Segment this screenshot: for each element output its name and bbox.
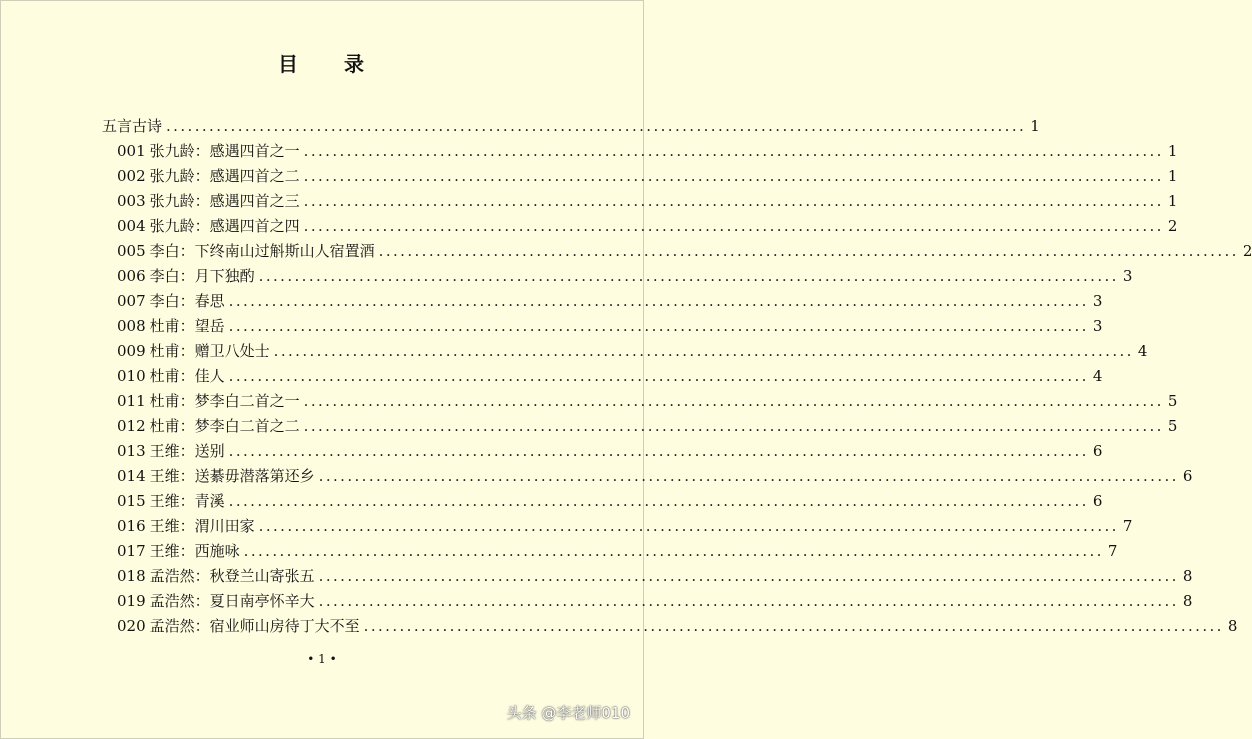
toc-page-number: 1 <box>1167 142 1178 160</box>
toc-page-number: 4 <box>1092 367 1103 385</box>
toc-entry-label: 孟浩然：宿业师山房待丁大不至 <box>149 617 360 635</box>
toc-leader-dots: ........................................................................................................................ <box>318 467 1179 485</box>
toc-entry-number: 010 <box>117 367 146 385</box>
toc-entry-row[interactable] <box>117 239 1252 264</box>
toc-leader-dots: ........................................................................................................................ <box>303 217 1164 235</box>
toc-leader-dots: ........................................................................................................................ <box>166 117 1027 135</box>
toc-entry-label: 杜甫：梦李白二首之一 <box>149 392 300 410</box>
toc-entry-label: 王维：送别 <box>149 442 225 460</box>
toc-entry-label: 张九龄：感遇四首之一 <box>149 142 300 160</box>
toc-entry-label: 孟浩然：秋登兰山寄张五 <box>149 567 315 585</box>
toc-entry-number: 012 <box>117 417 146 435</box>
page-number-footer: • 1 • <box>307 652 337 666</box>
toc-page-number: 8 <box>1182 592 1193 610</box>
toc-leader-dots: ........................................................................................................................ <box>228 317 1089 335</box>
toc-page-number: 1 <box>1030 117 1040 135</box>
toc-section-label: 五言古诗 <box>102 117 163 135</box>
toc-entry-row[interactable] <box>117 264 1133 289</box>
toc-page-number: 8 <box>1182 567 1193 585</box>
toc-entry-number: 020 <box>117 617 146 635</box>
toc-entry-number: 008 <box>117 317 146 335</box>
toc-entry-label: 张九龄：感遇四首之二 <box>149 167 300 185</box>
toc-leader-dots: ........................................................................................................................ <box>318 567 1179 585</box>
toc-leader-dots: ........................................................................................................................ <box>243 542 1104 560</box>
toc-entry-number: 009 <box>117 342 146 360</box>
toc-page-number: 3 <box>1092 292 1103 310</box>
toc-entry-row[interactable] <box>117 414 1178 439</box>
toc-entry-number: 003 <box>117 192 146 210</box>
toc-entry-row[interactable] <box>117 289 1103 314</box>
toc-entry-row[interactable] <box>117 189 1178 214</box>
toc-entry-row[interactable] <box>117 464 1193 489</box>
toc-entry-label: 李白：月下独酌 <box>149 267 255 285</box>
toc-leader-dots: ........................................................................................................................ <box>303 192 1164 210</box>
toc-leader-dots: ........................................................................................................................ <box>258 267 1119 285</box>
toc-entry-label: 王维：渭川田家 <box>149 517 255 535</box>
toc-page-number: 6 <box>1182 467 1193 485</box>
toc-entry-number: 007 <box>117 292 146 310</box>
toc-entry-row[interactable] <box>117 214 1178 239</box>
toc-leader-dots: ........................................................................................................................ <box>228 292 1089 310</box>
toc-entry-label: 王维：青溪 <box>149 492 225 510</box>
toc-page-number: 8 <box>1227 617 1238 635</box>
toc-entry-number: 002 <box>117 167 146 185</box>
toc-leader-dots: ........................................................................................................................ <box>303 167 1164 185</box>
toc-page-number: 4 <box>1137 342 1148 360</box>
toc-page-number: 2 <box>1242 242 1252 260</box>
toc-entry-label: 李白：春思 <box>149 292 225 310</box>
toc-leader-dots: ........................................................................................................................ <box>303 142 1164 160</box>
toc-leader-dots: ........................................................................................................................ <box>228 367 1089 385</box>
toc-leader-dots: ........................................................................................................................ <box>363 617 1224 635</box>
toc-entry-row[interactable] <box>117 489 1103 514</box>
toc-leader-dots: ........................................................................................................................ <box>318 592 1179 610</box>
toc-section-row[interactable] <box>102 114 1040 139</box>
toc-page-number: 2 <box>1167 217 1178 235</box>
toc-entry-label: 杜甫：望岳 <box>149 317 225 335</box>
toc-entry-row[interactable] <box>117 614 1238 639</box>
toc-page-number: 3 <box>1092 317 1103 335</box>
watermark: 头条 @李老师010 <box>506 704 630 722</box>
toc-entry-number: 004 <box>117 217 146 235</box>
toc-entry-number: 006 <box>117 267 146 285</box>
toc-entry-row[interactable] <box>117 139 1178 164</box>
toc-entry-row[interactable] <box>117 564 1193 589</box>
toc-leader-dots: ........................................................................................................................ <box>228 442 1089 460</box>
toc-page-number: 3 <box>1122 267 1133 285</box>
toc-leader-dots: ........................................................................................................................ <box>228 492 1089 510</box>
toc-entry-label: 李白：下终南山过斛斯山人宿置酒 <box>149 242 375 260</box>
toc-entry-number: 019 <box>117 592 146 610</box>
toc-entry-row[interactable] <box>117 439 1103 464</box>
toc-entry-row[interactable] <box>117 339 1148 364</box>
toc-entry-number: 001 <box>117 142 146 160</box>
toc-entry-label: 杜甫：佳人 <box>149 367 225 385</box>
toc-entry-label: 孟浩然：夏日南亭怀辛大 <box>149 592 315 610</box>
toc-leader-dots: ........................................................................................................................ <box>378 242 1239 260</box>
toc-leader-dots: ........................................................................................................................ <box>303 392 1164 410</box>
toc-entry-number: 015 <box>117 492 146 510</box>
toc-page-number: 7 <box>1107 542 1118 560</box>
toc-entry-label: 杜甫：赠卫八处士 <box>149 342 270 360</box>
toc-page-number: 1 <box>1167 167 1178 185</box>
toc-page-number: 1 <box>1167 192 1178 210</box>
toc-entry-number: 014 <box>117 467 146 485</box>
toc-leader-dots: ........................................................................................................................ <box>273 342 1134 360</box>
toc-page-number: 5 <box>1167 392 1178 410</box>
toc-entry-label: 张九龄：感遇四首之三 <box>149 192 300 210</box>
toc-page-number: 6 <box>1092 492 1103 510</box>
toc-leader-dots: ........................................................................................................................ <box>303 417 1164 435</box>
toc-entry-row[interactable] <box>117 364 1103 389</box>
toc-page-number: 6 <box>1092 442 1103 460</box>
toc-entry-number: 018 <box>117 567 146 585</box>
toc-entry-row[interactable] <box>117 514 1133 539</box>
toc-entry-number: 011 <box>117 392 146 410</box>
toc-entry-row[interactable] <box>117 539 1118 564</box>
toc-entry-label: 王维：西施咏 <box>149 542 240 560</box>
toc-entry-row[interactable] <box>117 164 1178 189</box>
toc-page-number: 7 <box>1122 517 1133 535</box>
toc-entry-label: 张九龄：感遇四首之四 <box>149 217 300 235</box>
toc-entry-label: 王维：送綦毋潜落第还乡 <box>149 467 315 485</box>
toc-entry-row[interactable] <box>117 389 1178 414</box>
toc-entry-row[interactable] <box>117 589 1193 614</box>
page-title: 目 录 <box>278 52 366 76</box>
toc-entry-number: 016 <box>117 517 146 535</box>
toc-entry-row[interactable] <box>117 314 1103 339</box>
toc-page-number: 5 <box>1167 417 1178 435</box>
toc-entry-number: 017 <box>117 542 146 560</box>
toc-entry-number: 005 <box>117 242 146 260</box>
toc-entry-number: 013 <box>117 442 146 460</box>
toc-entry-label: 杜甫：梦李白二首之二 <box>149 417 300 435</box>
toc-leader-dots: ........................................................................................................................ <box>258 517 1119 535</box>
